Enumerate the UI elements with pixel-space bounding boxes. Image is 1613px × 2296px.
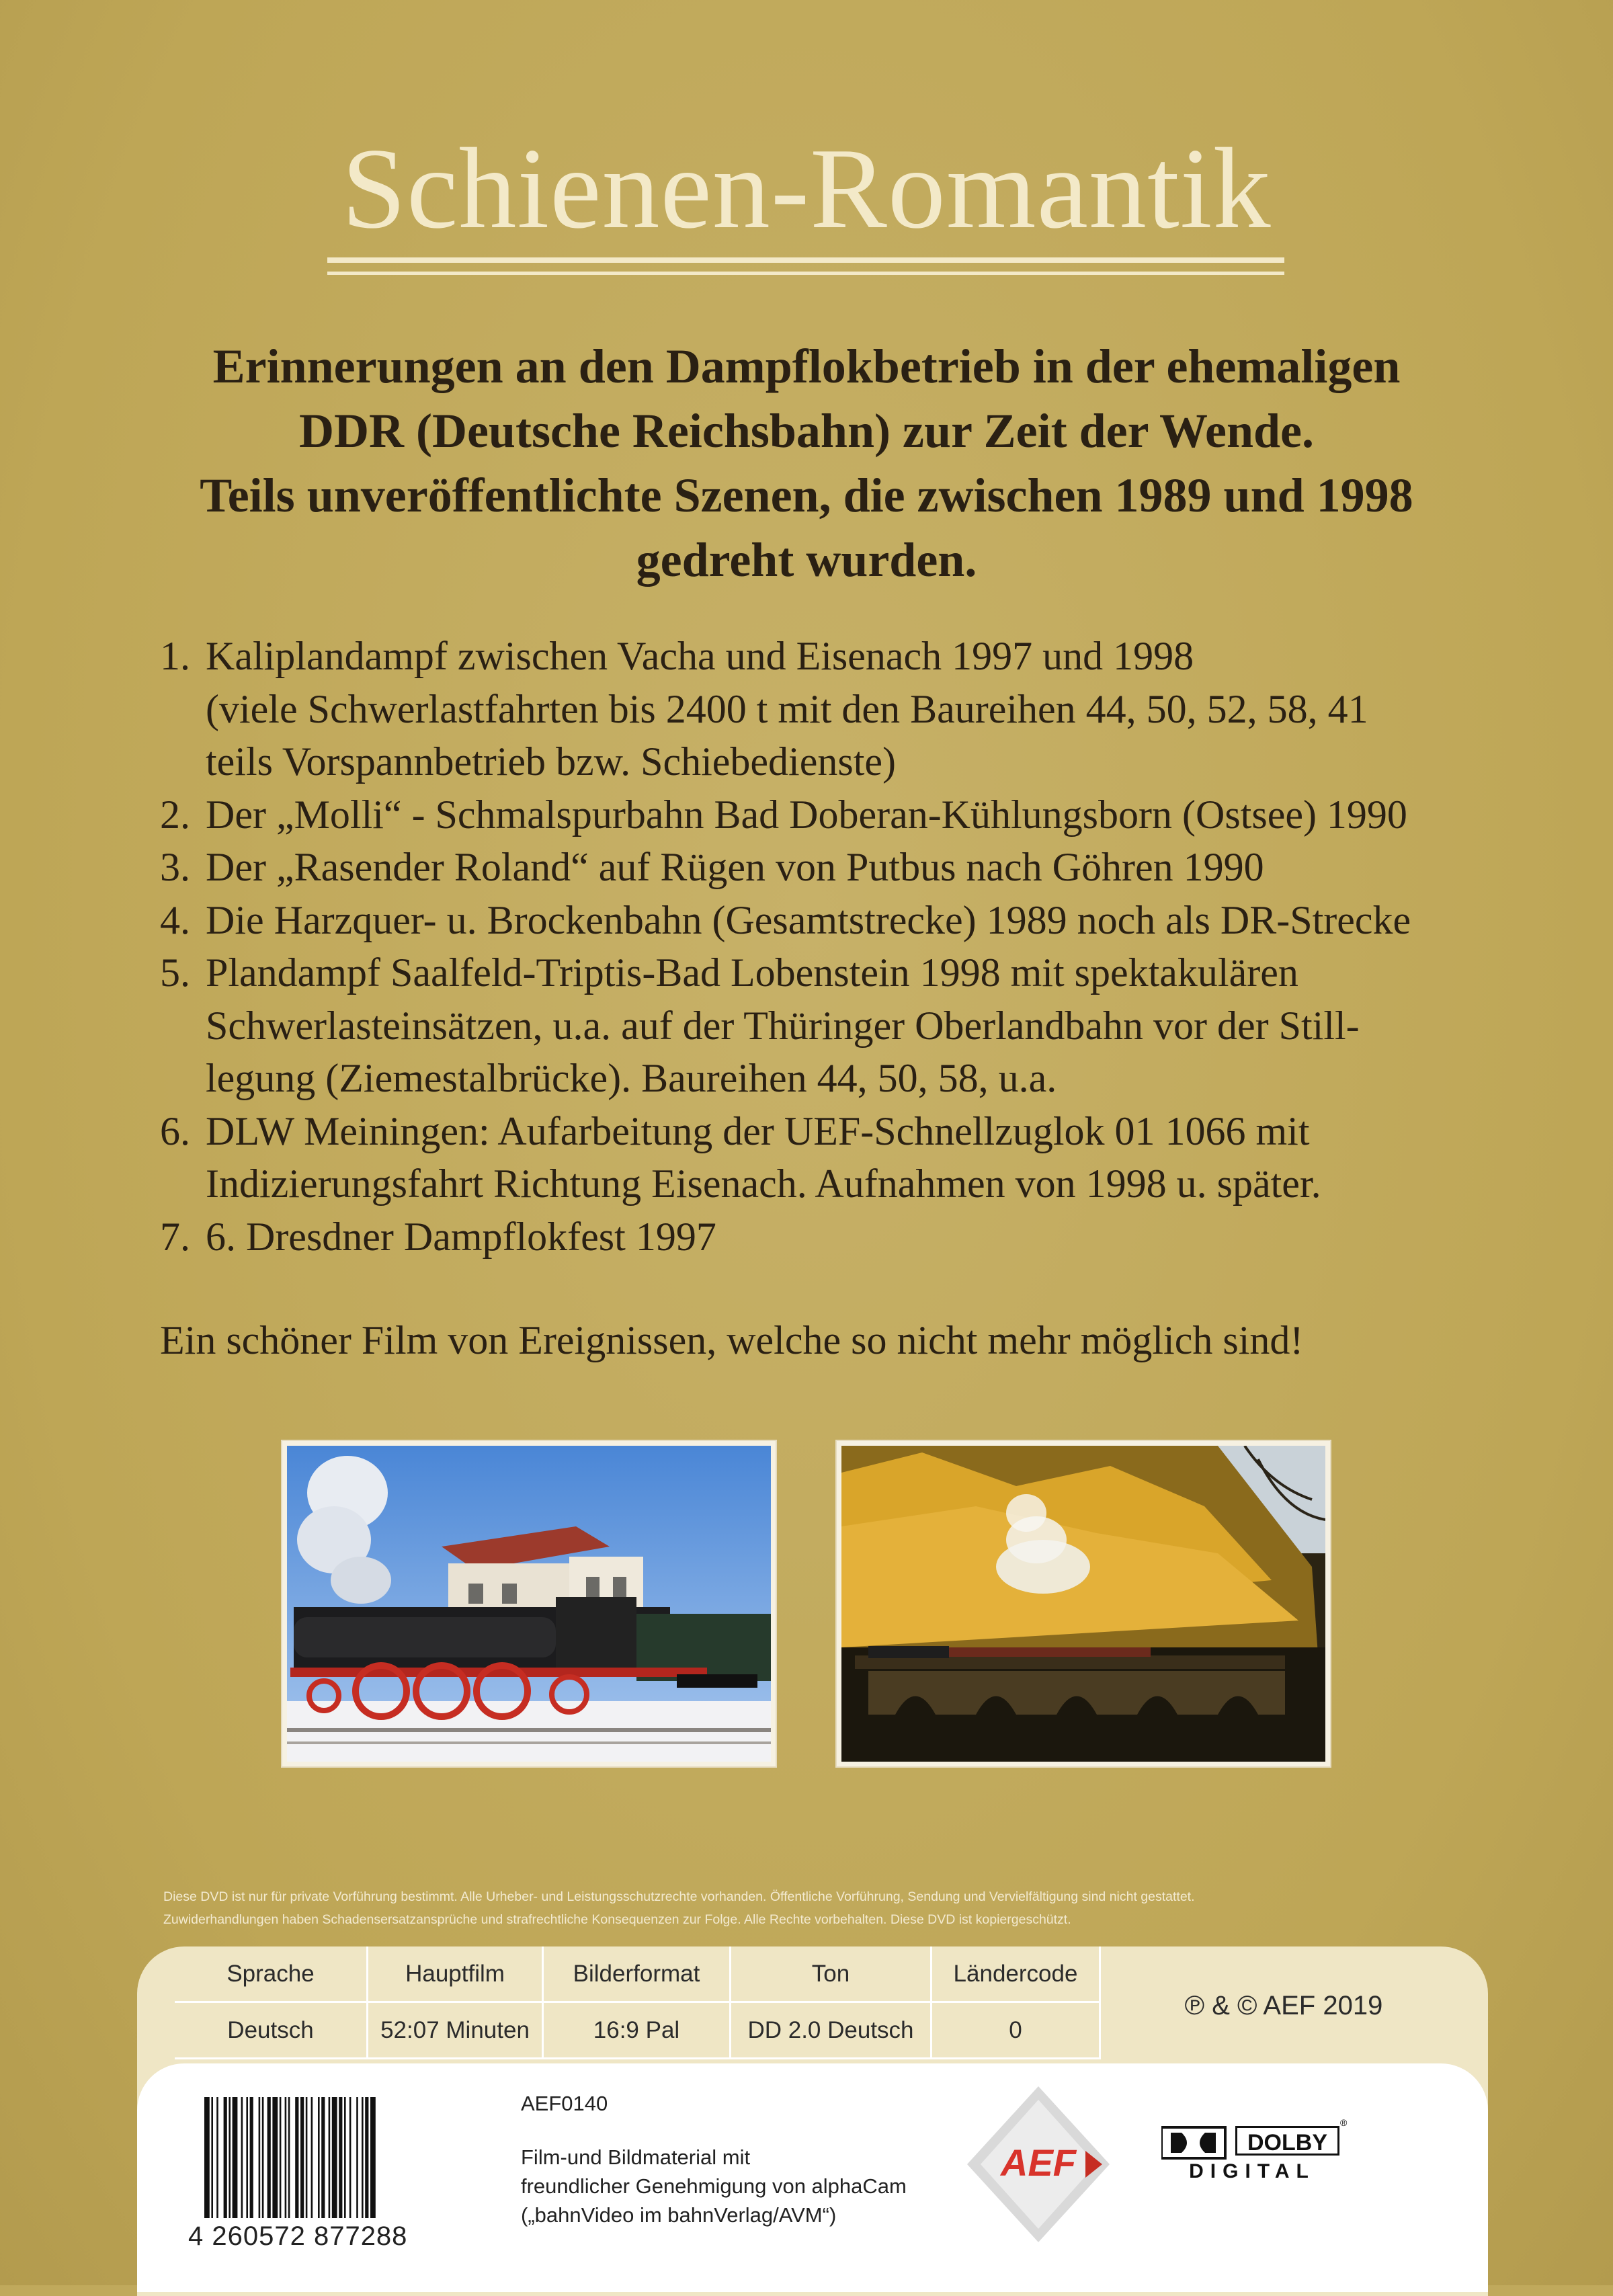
barcode-bar [224, 2097, 227, 2218]
barcode-digits: 4 260572 877288 [188, 2221, 408, 2251]
viaduct-illustration [841, 1446, 1325, 1762]
barcode-bar [321, 2097, 325, 2218]
intro-line: Erinnerungen an den Dampflokbetrieb in der ehemaligen [212, 339, 1401, 393]
list-item-line: Schwerlasteinsätzen, u.a. auf der Thüringer Oberlandbahn vor der Still- [206, 1003, 1360, 1048]
specs-header-cell: Sprache [175, 1946, 368, 2002]
intro-line: Teils unveröffentlichte Szenen, die zwischen 1989 und 1998 [200, 468, 1413, 522]
dolby-sub: DIGITAL [1189, 2160, 1315, 2182]
list-item-number: 2. [160, 792, 190, 837]
specs-value-cell: 16:9 Pal [543, 2002, 731, 2059]
title-underline [327, 257, 1284, 275]
list-item [160, 630, 1538, 788]
specs-value-cell: 52:07 Minuten [368, 2002, 543, 2059]
specs-value-cell: DD 2.0 Deutsch [731, 2002, 932, 2059]
intro-line: gedreht wurden. [636, 533, 977, 587]
barcode-bar [318, 2097, 320, 2218]
aef-logo-text: AEF [1001, 2141, 1076, 2184]
barcode-bar [250, 2097, 253, 2218]
barcode-bar [204, 2097, 210, 2218]
barcode-bar [267, 2097, 271, 2218]
list-item-number: 1. [160, 634, 190, 678]
list-item-line: Der „Rasender Roland“ auf Rügen von Putbus nach Göhren 1990 [206, 845, 1264, 889]
contents-list [160, 630, 1538, 1263]
barcode-bar [349, 2097, 351, 2218]
list-item-line: Indizierungsfahrt Richtung Eisenach. Aufnahmen von 1998 u. später. [206, 1161, 1321, 1206]
barcode-bar [362, 2097, 364, 2218]
list-item-number: 7. [160, 1214, 190, 1259]
barcode-bar [370, 2097, 376, 2218]
list-item-line: Kaliplandampf zwischen Vacha und Eisenach 1997 und 1998 [206, 634, 1194, 678]
list-item-number: 5. [160, 950, 190, 995]
barcode-bar [332, 2097, 337, 2218]
specs-value-row [175, 2002, 1100, 2059]
list-item-line: legung (Ziemestalbrücke). Baureihen 44, 50, 58, u.a. [206, 1056, 1057, 1100]
barcode-bar [306, 2097, 308, 2218]
list-item-line: DLW Meiningen: Aufarbeitung der UEF-Schnellzuglok 01 1066 mit [206, 1108, 1310, 1153]
barcode-bar [211, 2097, 213, 2218]
specs-value-cell: 0 [932, 2002, 1100, 2059]
locomotive-illustration [287, 1446, 771, 1762]
barcode-bar [295, 2097, 298, 2218]
list-item-line: Die Harzquer- u. Brockenbahn (Gesamtstrecke) 1989 noch als DR-Strecke [206, 897, 1411, 942]
barcode-bar [262, 2097, 264, 2218]
list-item [160, 788, 1538, 842]
list-item [160, 894, 1538, 947]
specs-header-cell: Ton [731, 1946, 932, 2002]
barcode-bar [356, 2097, 358, 2218]
list-item [160, 946, 1538, 1105]
tagline: Ein schöner Film von Ereignissen, welche so nicht mehr möglich sind! [160, 1318, 1304, 1362]
barcode-bar [329, 2097, 331, 2218]
barcode-bar [339, 2097, 342, 2218]
specs-header-cell: Ländercode [932, 1946, 1100, 2002]
barcode-bar [280, 2097, 282, 2218]
list-item-line: Plandampf Saalfeld-Triptis-Bad Lobenstein 1998 mit spektakulären [206, 950, 1298, 995]
list-item-number: 4. [160, 897, 190, 942]
specs-header-cell: Hauptfilm [368, 1946, 543, 2002]
legal-line: Zuwiderhandlungen haben Schadensersatzansprüche und strafrechtliche Konsequenzen zur Folge. Alle Rechte vorbehalten. Diese DVD ist kopiergeschützt. [163, 1912, 1071, 1927]
page-title: Schienen-Romantik [341, 125, 1272, 253]
dolby-registered-mark: ® [1340, 2117, 1348, 2128]
list-item-line: (viele Schwerlastfahrten bis 2400 t mit den Baureihen 44, 50, 52, 58, 41 [206, 686, 1368, 731]
copyright-notice: ℗ & © AEF 2019 [1184, 1991, 1383, 2020]
barcode-bar [241, 2097, 243, 2218]
photo-steam-locomotive-station [282, 1441, 776, 1766]
barcode-bar [259, 2097, 261, 2218]
barcode-bar [272, 2097, 278, 2218]
barcode-bar [288, 2097, 290, 2218]
intro-text [67, 334, 1546, 592]
photo-viaduct-autumn [837, 1441, 1330, 1766]
list-item-line: teils Vorspannbetrieb bzw. Schiebedienste) [206, 739, 896, 784]
list-item [160, 1211, 1538, 1264]
credit-line: („bahnVideo im bahnVerlag/AVM“) [521, 2203, 837, 2227]
credit-line: Film-und Bildmaterial mit [521, 2145, 751, 2169]
aef-logo [964, 2084, 1112, 2245]
legal-line: Diese DVD ist nur für private Vorführung bestimmt. Alle Urheber- und Leistungsschutzrechte vorhanden. Öffentliche Vorführung, Sendung und Vervielfältigung sind nicht gestattet. [163, 1889, 1195, 1904]
barcode-bar [344, 2097, 346, 2218]
barcode-bar [233, 2097, 238, 2218]
list-item-number: 3. [160, 845, 190, 889]
credit-text [521, 2143, 991, 2229]
specs-header-row [175, 1946, 1100, 2002]
list-item-line: Der „Molli“ - Schmalspurbahn Bad Doberan-Kühlungsborn (Ostsee) 1990 [206, 792, 1407, 837]
barcode-bar [216, 2097, 218, 2218]
dolby-brand: DOLBY [1235, 2126, 1339, 2156]
barcode-bar [285, 2097, 287, 2218]
list-item [160, 841, 1538, 894]
intro-line: DDR (Deutsche Reichsbahn) zur Zeit der Wende. [299, 404, 1314, 458]
catalog-number: AEF0140 [521, 2092, 608, 2115]
list-item-line: 6. Dresdner Dampflokfest 1997 [206, 1214, 716, 1259]
barcode [202, 2097, 450, 2218]
specs-value-cell: Deutsch [175, 2002, 368, 2059]
credit-line: freundlicher Genehmigung von alphaCam [521, 2174, 907, 2198]
specs-header-cell: Bilderformat [543, 1946, 731, 2002]
legal-notice [163, 1885, 1474, 1931]
list-item-number: 6. [160, 1108, 190, 1153]
specs-table [175, 1946, 1101, 2059]
barcode-bar [229, 2097, 231, 2218]
barcode-bar [246, 2097, 248, 2218]
list-item [160, 1105, 1538, 1211]
barcode-bar [365, 2097, 368, 2218]
barcode-bar [300, 2097, 304, 2218]
barcode-bar [311, 2097, 313, 2218]
